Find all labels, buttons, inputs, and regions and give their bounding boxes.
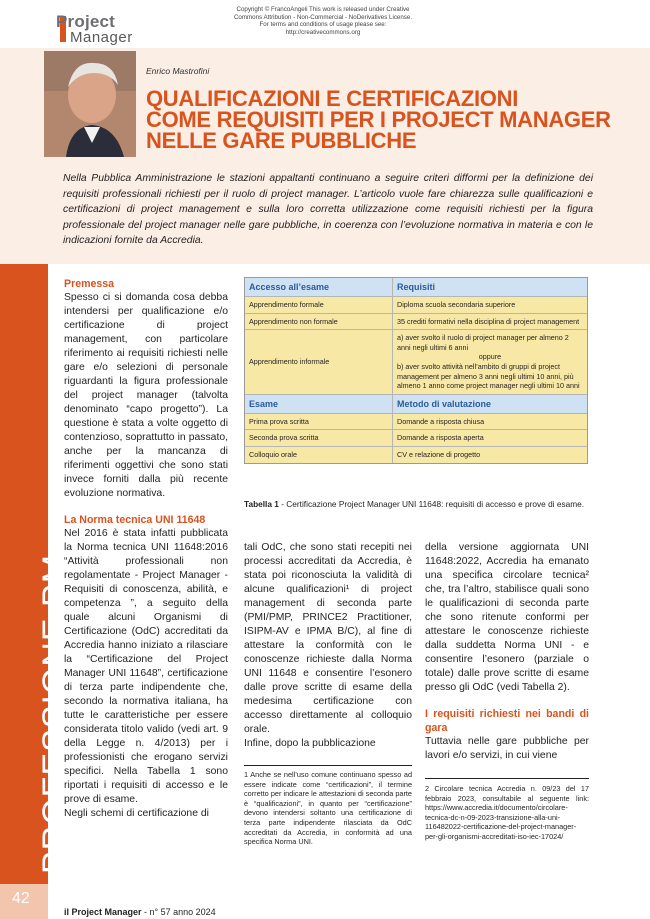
article-abstract: Nella Pubblica Amministrazione le stazioni appaltanti continuano a seguire criteri difformi per la definizione dei requisiti professionali richiesti per il ruolo di project manager. L’articolo vuole fare chiarezza sulle qualificazioni e certificazioni di project management e sulla loro corretta utilizzazione come requisiti richiesti per la figura professionale del project manager nelle gare pubbliche, in coerenza con l’evoluzione normativa in materia e con le indicazioni fornite da Accredia. [63,173,593,247]
section-label: PROFESSIONE PM [36,553,74,874]
footnote-rule [244,765,412,766]
requirement-or: oppure [478,352,502,362]
paragraph: Negli schemi di certificazione di [64,808,209,819]
footnote-1: 1 Anche se nell’uso comune continuano spesso ad essere indicate come “certificazioni”, il termine corretto per indicare le attestazioni di seconda parte è “qualificazioni”, in quanto per “certificazione” devono intendersi soltanto una certificazione di terza parte indipendente rilasciata da OdC accreditati da Accredia, in conformità ad una specifica Norma UNI. [244,770,412,847]
requirement-option-a: a) aver svolto il ruolo di project manager per almeno 2 anni negli ultimi 6 anni [397,333,569,352]
title-line: NELLE GARE PUBBLICHE [146,128,417,153]
table-header-row [245,278,587,296]
requirements-table [244,277,588,464]
table-cell: 35 crediti formativi nella disciplina di project management [397,316,580,326]
footnote-rule [425,778,589,779]
section-heading-uni: La Norma tecnica UNI 11648 [64,514,206,526]
copyright-line: Copyright © FrancoAngeli This work is released under Creative [236,6,410,13]
column-1 [64,277,228,821]
footnote-2: 2 Circolare tecnica Accredia n. 09/23 del 17 febbraio 2023, consultabile al seguente link: https://www.accredia.it/documento/circolare-tecnica-dc-n-09-2023-transizione-alla-uni-116482022-certificazione-del-project-manager-per-gli-organismi-accreditati-iso-iec-17024/ [425,784,589,841]
table-cell: Apprendimento formale [245,297,393,313]
column-2 [244,541,412,751]
paragraph: tali OdC, che sono stati recepiti nei processi accreditati da Accredia, è stata poi riconosciuta la validità di alcune qualificazioni¹ di project management di seconda parte (PMI/PMP, PRINCE2 Practitioner, ISIPM-AV e IPMA B/C), al fine di attestare la conformità con le conoscenze richieste dalla Norma UNI 11648 e consentire l’esonero dalle prove scritte di esame della medesima certificazione con accesso direttamente al colloquio orale. [244,542,412,735]
paragraph: Tuttavia nelle gare pubbliche per lavori e/o servizi, in cui viene [425,736,589,761]
table-row [245,446,587,463]
paragraph: Nel 2016 è stata infatti pubblicata la Norma tecnica UNI 11648:2016 “Attività professionali non regolamentate - Project Manager - Requisiti di conoscenza, abilità, e competenza ”, a seguito della quale alcuni Organismi di Certificazione (OdC) accreditati da Accredia hanno iniziato a rilasciare la “Certificazione del Project Manager UNI 11648”, certificazione di terza parte indipendente che, secondo la normativa italiana, ha tutte le caratteristiche per essere considerata titolo valido (vedi art. 9 della Legge n. 4/2013) per i professionisti che erogano servizi specifici. Nella Tabella 1 sono riportati i requisiti di accesso e le prove di esame. [64,528,228,805]
author-photo [44,51,136,157]
magazine-logo [56,12,146,46]
table-row [245,313,587,330]
table-cell: Colloquio orale [245,447,393,463]
article-title [146,86,611,153]
table-row [245,429,587,446]
caption-text: - Certificazione Project Manager UNI 11648: requisiti di accesso e prove di esame. [278,499,585,509]
table-cell: Prima prova scritta [245,414,393,430]
issue-info: - n° 57 anno 2024 [141,907,216,917]
article-author: Enrico Mastrofini [146,66,210,76]
table-cell: Domande a risposta chiusa [397,416,485,426]
requirement-option-b: b) aver svolto attività nell’ambito di gruppi di project management per almeno 3 anni negli ultimi 10 anni, più almeno 1 anno come project manager negli ultimi 10 anni [397,361,580,391]
title-line: COME REQUISITI PER I PROJECT MANAGER [146,107,611,132]
table-header-cell: Accesso all’esame [245,278,393,296]
table-cell: CV e relazione di progetto [397,449,481,459]
table-cell: Domande a risposta aperta [397,433,484,443]
table-row [245,329,587,394]
table-cell [393,330,587,394]
page-number: 42 [12,890,30,907]
table-cell: Apprendimento non formale [245,314,393,330]
table-row [245,296,587,313]
copyright-notice [228,6,418,36]
logo-bottom: Manager [70,29,133,46]
table-caption [244,499,588,510]
section-heading-requisiti: I requisiti richiesti nei bandi di gara [425,708,589,734]
paragraph: Spesso ci si domanda cosa debba intendersi per qualificazione e/o certificazione di project management, con particolare riferimento ai requisiti richiesti nelle gare e/o selezioni di personale riguardanti la figura professionale del project manager (talvolta denominato “capo progetto”). La questione è stata a volte oggetto di contenzioso, soprattutto in passato, anche per la mancanza di riferimenti oggettivi che sono stati invece forniti dalla più recente evoluzione normativa. [64,292,228,499]
caption-label: Tabella 1 [244,499,279,509]
table-cell: Seconda prova scritta [245,430,393,446]
page-footer [64,907,216,917]
copyright-line: For terms and conditions of usage please see: [259,21,387,29]
copyright-line: Commons Attribution - Non-Commercial - NoDerivatives License. [233,13,413,21]
magazine-name: il Project Manager [64,907,142,917]
paragraph: della versione aggiornata UNI 11648:2022, Accredia ha emanato una specifica circolare tecnica² che, tra l’altro, stabilisce quali sono le qualificazioni di seconda parte che sono ritenute conformi per attestare le conoscenze richieste dalla suddetta Norma UNI - e consentire l’esonero (parziale o totale) dalle prove scritte di esame presso gli OdC (vedi Tabella 2). [425,542,589,693]
table-header-row [245,394,587,413]
section-heading-premessa: Premessa [64,278,115,290]
table-header-cell: Requisiti [397,282,436,292]
table-header-cell: Metodo di valutazione [397,398,492,409]
section-sidebar [0,264,74,884]
author-portrait [44,51,136,157]
title-line: QUALIFICAZIONI E CERTIFICAZIONI [146,86,519,111]
logo-top: Project [56,12,116,31]
table-cell: Diploma scuola secondaria superiore [397,300,516,309]
table-header-cell: Esame [245,395,393,413]
paragraph: Infine, dopo la pubblicazione [244,738,376,749]
table-cell: Apprendimento informale [245,330,393,394]
copyright-link[interactable]: http://creativecommons.org [285,28,361,36]
table-row [245,413,587,430]
column-3 [425,541,589,763]
